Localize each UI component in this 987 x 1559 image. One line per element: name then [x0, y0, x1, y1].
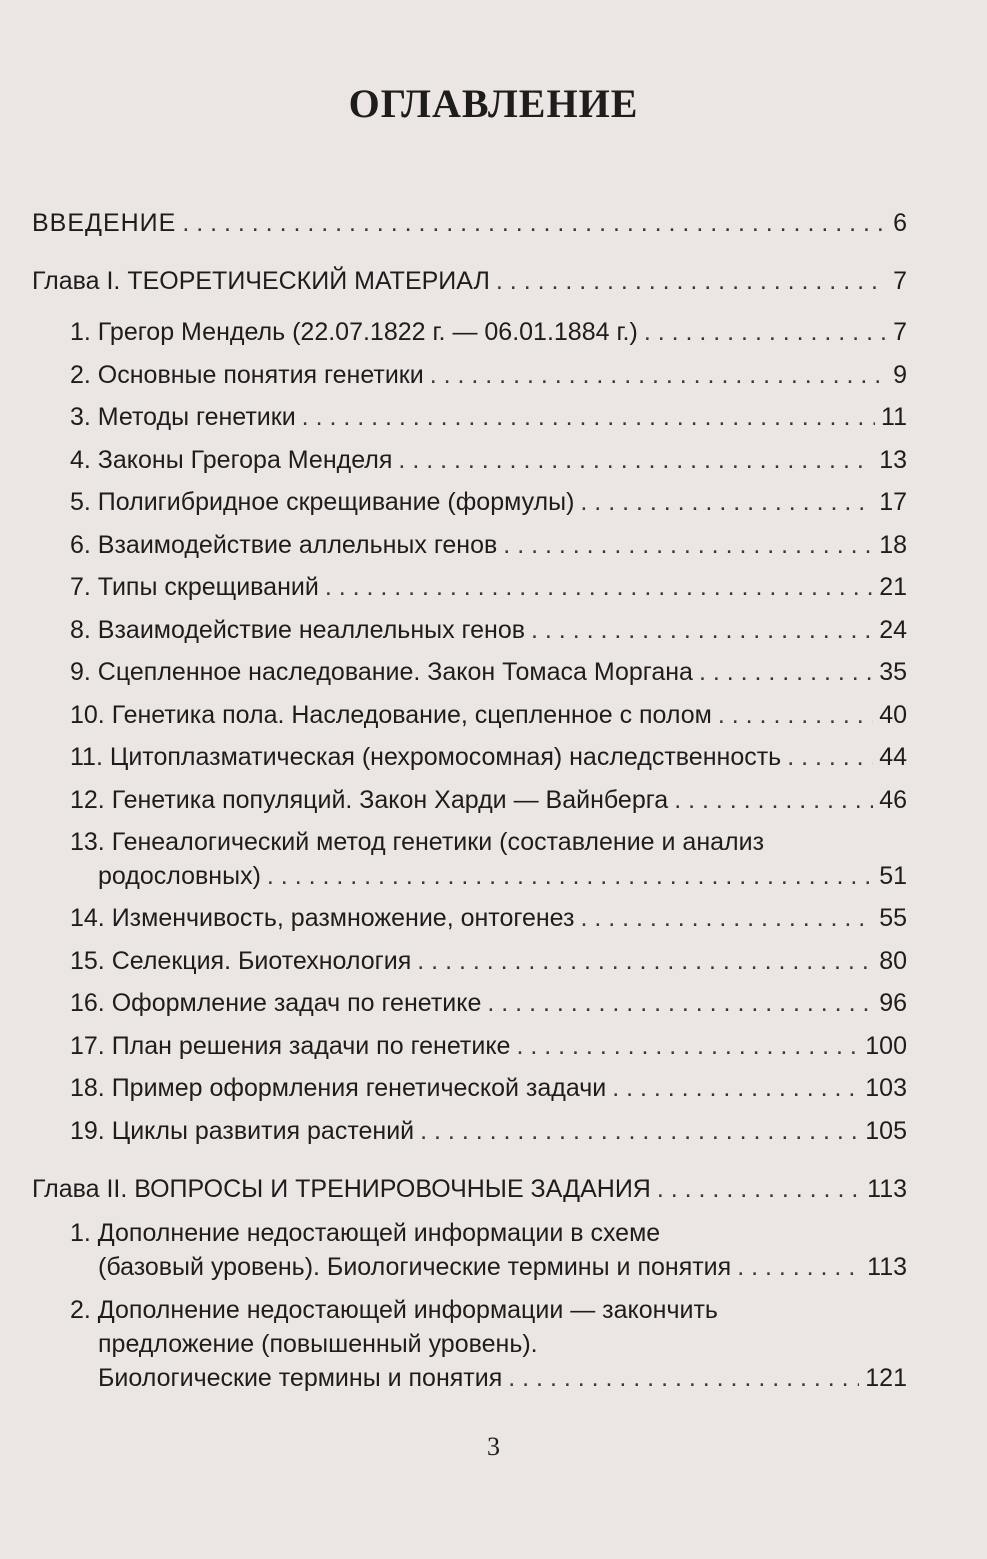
toc-entry: 16. Оформление задач по генетике . . . 96: [70, 984, 907, 1022]
toc-entry: 14. Изменчивость, размножение, онтогенез . . . 55: [70, 899, 907, 937]
dot-leader: [430, 356, 887, 394]
toc-entry: 18. Пример оформления генетической задачи . . . 103: [70, 1069, 907, 1107]
page-title: ОГЛАВЛЕНИЕ: [348, 81, 639, 126]
dot-leader: [182, 204, 887, 242]
dot-leader: [398, 441, 873, 479]
dot-leader: [644, 313, 887, 351]
dot-leader: [508, 1359, 859, 1397]
dot-leader: [267, 857, 873, 895]
toc-entry-chapter-1: Глава I. ТЕОРЕТИЧЕСКИЙ МАТЕРИАЛ . . . 7: [32, 262, 907, 300]
toc-entry: 9. Сцепленное наследование. Закон Томаса Моргана . . . 35: [70, 653, 907, 691]
dot-leader: [503, 526, 873, 564]
toc-entry-line: 2. Дополнение недостающей информации — закончить: [70, 1296, 718, 1324]
toc-entry-line: предложение (повышенный уровень).: [98, 1330, 538, 1358]
dot-leader: [612, 1069, 859, 1107]
toc-entry: 12. Генетика популяций. Закон Харди — Вайнберга . . . 46: [70, 781, 907, 819]
dot-leader: [787, 738, 873, 776]
toc-entry: 8. Взаимодействие неаллельных генов . . . 24: [70, 611, 907, 649]
dot-leader: [699, 653, 873, 691]
toc-entry: родословных) . . . 51: [98, 857, 907, 895]
dot-leader: [325, 568, 873, 606]
dot-leader: [496, 262, 887, 300]
page-number: 3: [487, 1432, 500, 1461]
dot-leader: [737, 1248, 861, 1286]
toc-entry-introduction: ВВЕДЕНИЕ . . . 6: [32, 204, 907, 242]
toc-entry: 7. Типы скрещиваний . . . 21: [70, 568, 907, 606]
dot-leader: [516, 1027, 859, 1065]
toc-entry: 15. Селекция. Биотехнология . . . 80: [70, 942, 907, 980]
toc-entry: 1. Грегор Мендель (22.07.1822 г. — 06.01.1884 г.) . . . 7: [70, 313, 907, 351]
toc-entry-line: 1. Дополнение недостающей информации в схеме: [70, 1219, 661, 1247]
dot-leader: [487, 984, 873, 1022]
toc-entry: 11. Цитоплазматическая (нехромосомная) наследственность . . . 44: [70, 738, 907, 776]
dot-leader: [718, 696, 873, 734]
toc-entry: 6. Взаимодействие аллельных генов . . . 18: [70, 526, 907, 564]
toc-entry: 3. Методы генетики . . . 11: [70, 398, 907, 436]
toc-entry-line: 13. Генеалогический метод генетики (составление и анализ: [70, 828, 765, 856]
toc-entry: Биологические термины и понятия . . . 121: [98, 1359, 907, 1397]
dot-leader: [420, 1112, 859, 1150]
toc-entry: 10. Генетика пола. Наследование, сцепленное с полом . . . 40: [70, 696, 907, 734]
toc-entry-chapter-2: Глава II. ВОПРОСЫ И ТРЕНИРОВОЧНЫЕ ЗАДАНИЯ . . . 113: [32, 1170, 907, 1208]
toc-entry: 17. План решения задачи по генетике . . . 100: [70, 1027, 907, 1065]
dot-leader: [674, 781, 873, 819]
dot-leader: [580, 483, 873, 521]
toc-entry: 5. Полигибридное скрещивание (формулы) . . . 17: [70, 483, 907, 521]
toc-entry: 4. Законы Грегора Менделя . . . 13: [70, 441, 907, 479]
dot-leader: [531, 611, 873, 649]
dot-leader: [657, 1170, 861, 1208]
toc-entry: (базовый уровень). Биологические термины и понятия . . . 113: [98, 1248, 907, 1286]
dot-leader: [417, 942, 873, 980]
toc-entry: 2. Основные понятия генетики . . . 9: [70, 356, 907, 394]
toc-entry: 19. Циклы развития растений . . . 105: [70, 1112, 907, 1150]
dot-leader: [302, 398, 875, 436]
dot-leader: [580, 899, 873, 937]
